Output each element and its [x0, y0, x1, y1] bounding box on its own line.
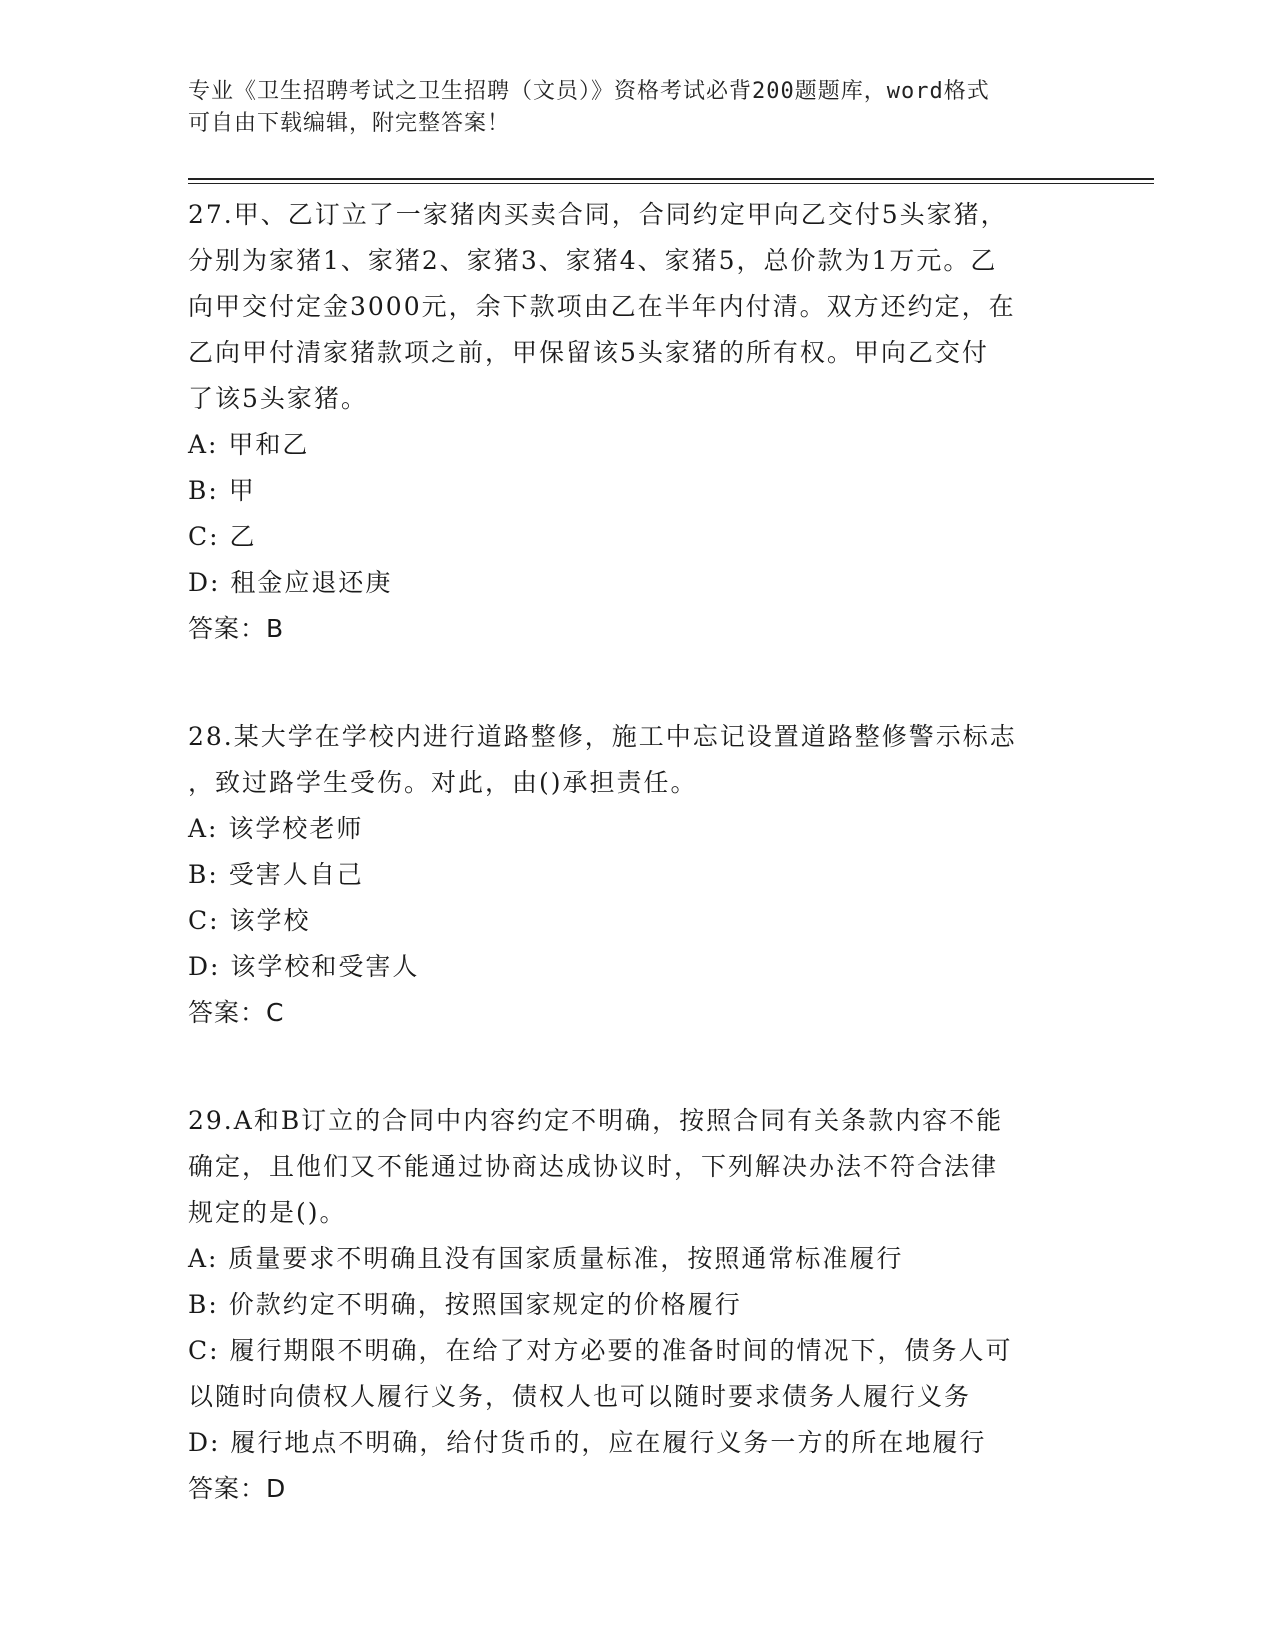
- option-a: A: 质量要求不明确且没有国家质量标准，按照通常标准履行: [188, 1244, 904, 1273]
- answer-key: 答案：B: [188, 614, 285, 643]
- option-b: B: 甲: [188, 476, 256, 505]
- question-27: [188, 192, 1088, 652]
- option-c-continued: 以随时向债权人履行义务，债权人也可以随时要求债务人履行义务: [188, 1382, 972, 1411]
- question-spacer: [188, 652, 1088, 714]
- header-line-2: 可自由下载编辑，附完整答案！: [188, 111, 511, 136]
- option-c: C: 该学校: [188, 906, 311, 935]
- header-divider-thick: [188, 178, 1154, 180]
- option-c: C: 乙: [188, 522, 257, 551]
- question-stem-line: 乙向甲付清家猪款项之前，甲保留该5头家猪的所有权。甲向乙交付: [188, 338, 989, 367]
- question-stem-line: ，致过路学生受伤。对此，由()承担责任。: [188, 768, 698, 797]
- option-c: C: 履行期限不明确，在给了对方必要的准备时间的情况下，债务人可: [188, 1336, 1013, 1365]
- question-28: [188, 714, 1088, 1036]
- header-line-1: 专业《卫生招聘考试之卫生招聘（文员）》资格考试必背200题题库，word格式: [188, 79, 990, 104]
- document-header: [188, 76, 1068, 140]
- question-stem-line: 规定的是()。: [188, 1198, 347, 1227]
- question-29: [188, 1098, 1088, 1512]
- option-a: A: 甲和乙: [188, 430, 310, 459]
- question-stem-line: 了该5头家猪。: [188, 384, 368, 413]
- option-b: B: 价款约定不明确，按照国家规定的价格履行: [188, 1290, 742, 1319]
- question-stem-line: 分别为家猪1、家猪2、家猪3、家猪4、家猪5，总价款为1万元。乙: [188, 246, 998, 275]
- option-b: B: 受害人自己: [188, 860, 364, 889]
- option-a: A: 该学校老师: [188, 814, 364, 843]
- question-spacer: [188, 1036, 1088, 1098]
- answer-key: 答案：D: [188, 1474, 287, 1503]
- question-list: [188, 192, 1088, 1512]
- question-stem-line: 确定，且他们又不能通过协商达成协议时，下列解决办法不符合法律: [188, 1152, 999, 1181]
- option-d: D: 履行地点不明确，给付货币的，应在履行义务一方的所在地履行: [188, 1428, 987, 1457]
- header-divider-thin: [188, 183, 1154, 184]
- option-d: D: 租金应退还庚: [188, 568, 393, 597]
- option-d: D: 该学校和受害人: [188, 952, 420, 981]
- question-stem-line: 27.甲、乙订立了一家猪肉买卖合同，合同约定甲向乙交付5头家猪，: [188, 200, 1008, 229]
- question-stem-line: 28.某大学在学校内进行道路整修，施工中忘记设置道路整修警示标志: [188, 722, 1017, 751]
- question-stem-line: 向甲交付定金3000元，余下款项由乙在半年内付清。双方还约定，在: [188, 292, 1016, 321]
- question-stem-line: 29.A和B订立的合同中内容约定不明确，按照合同有关条款内容不能: [188, 1106, 1004, 1135]
- answer-key: 答案：C: [188, 998, 285, 1027]
